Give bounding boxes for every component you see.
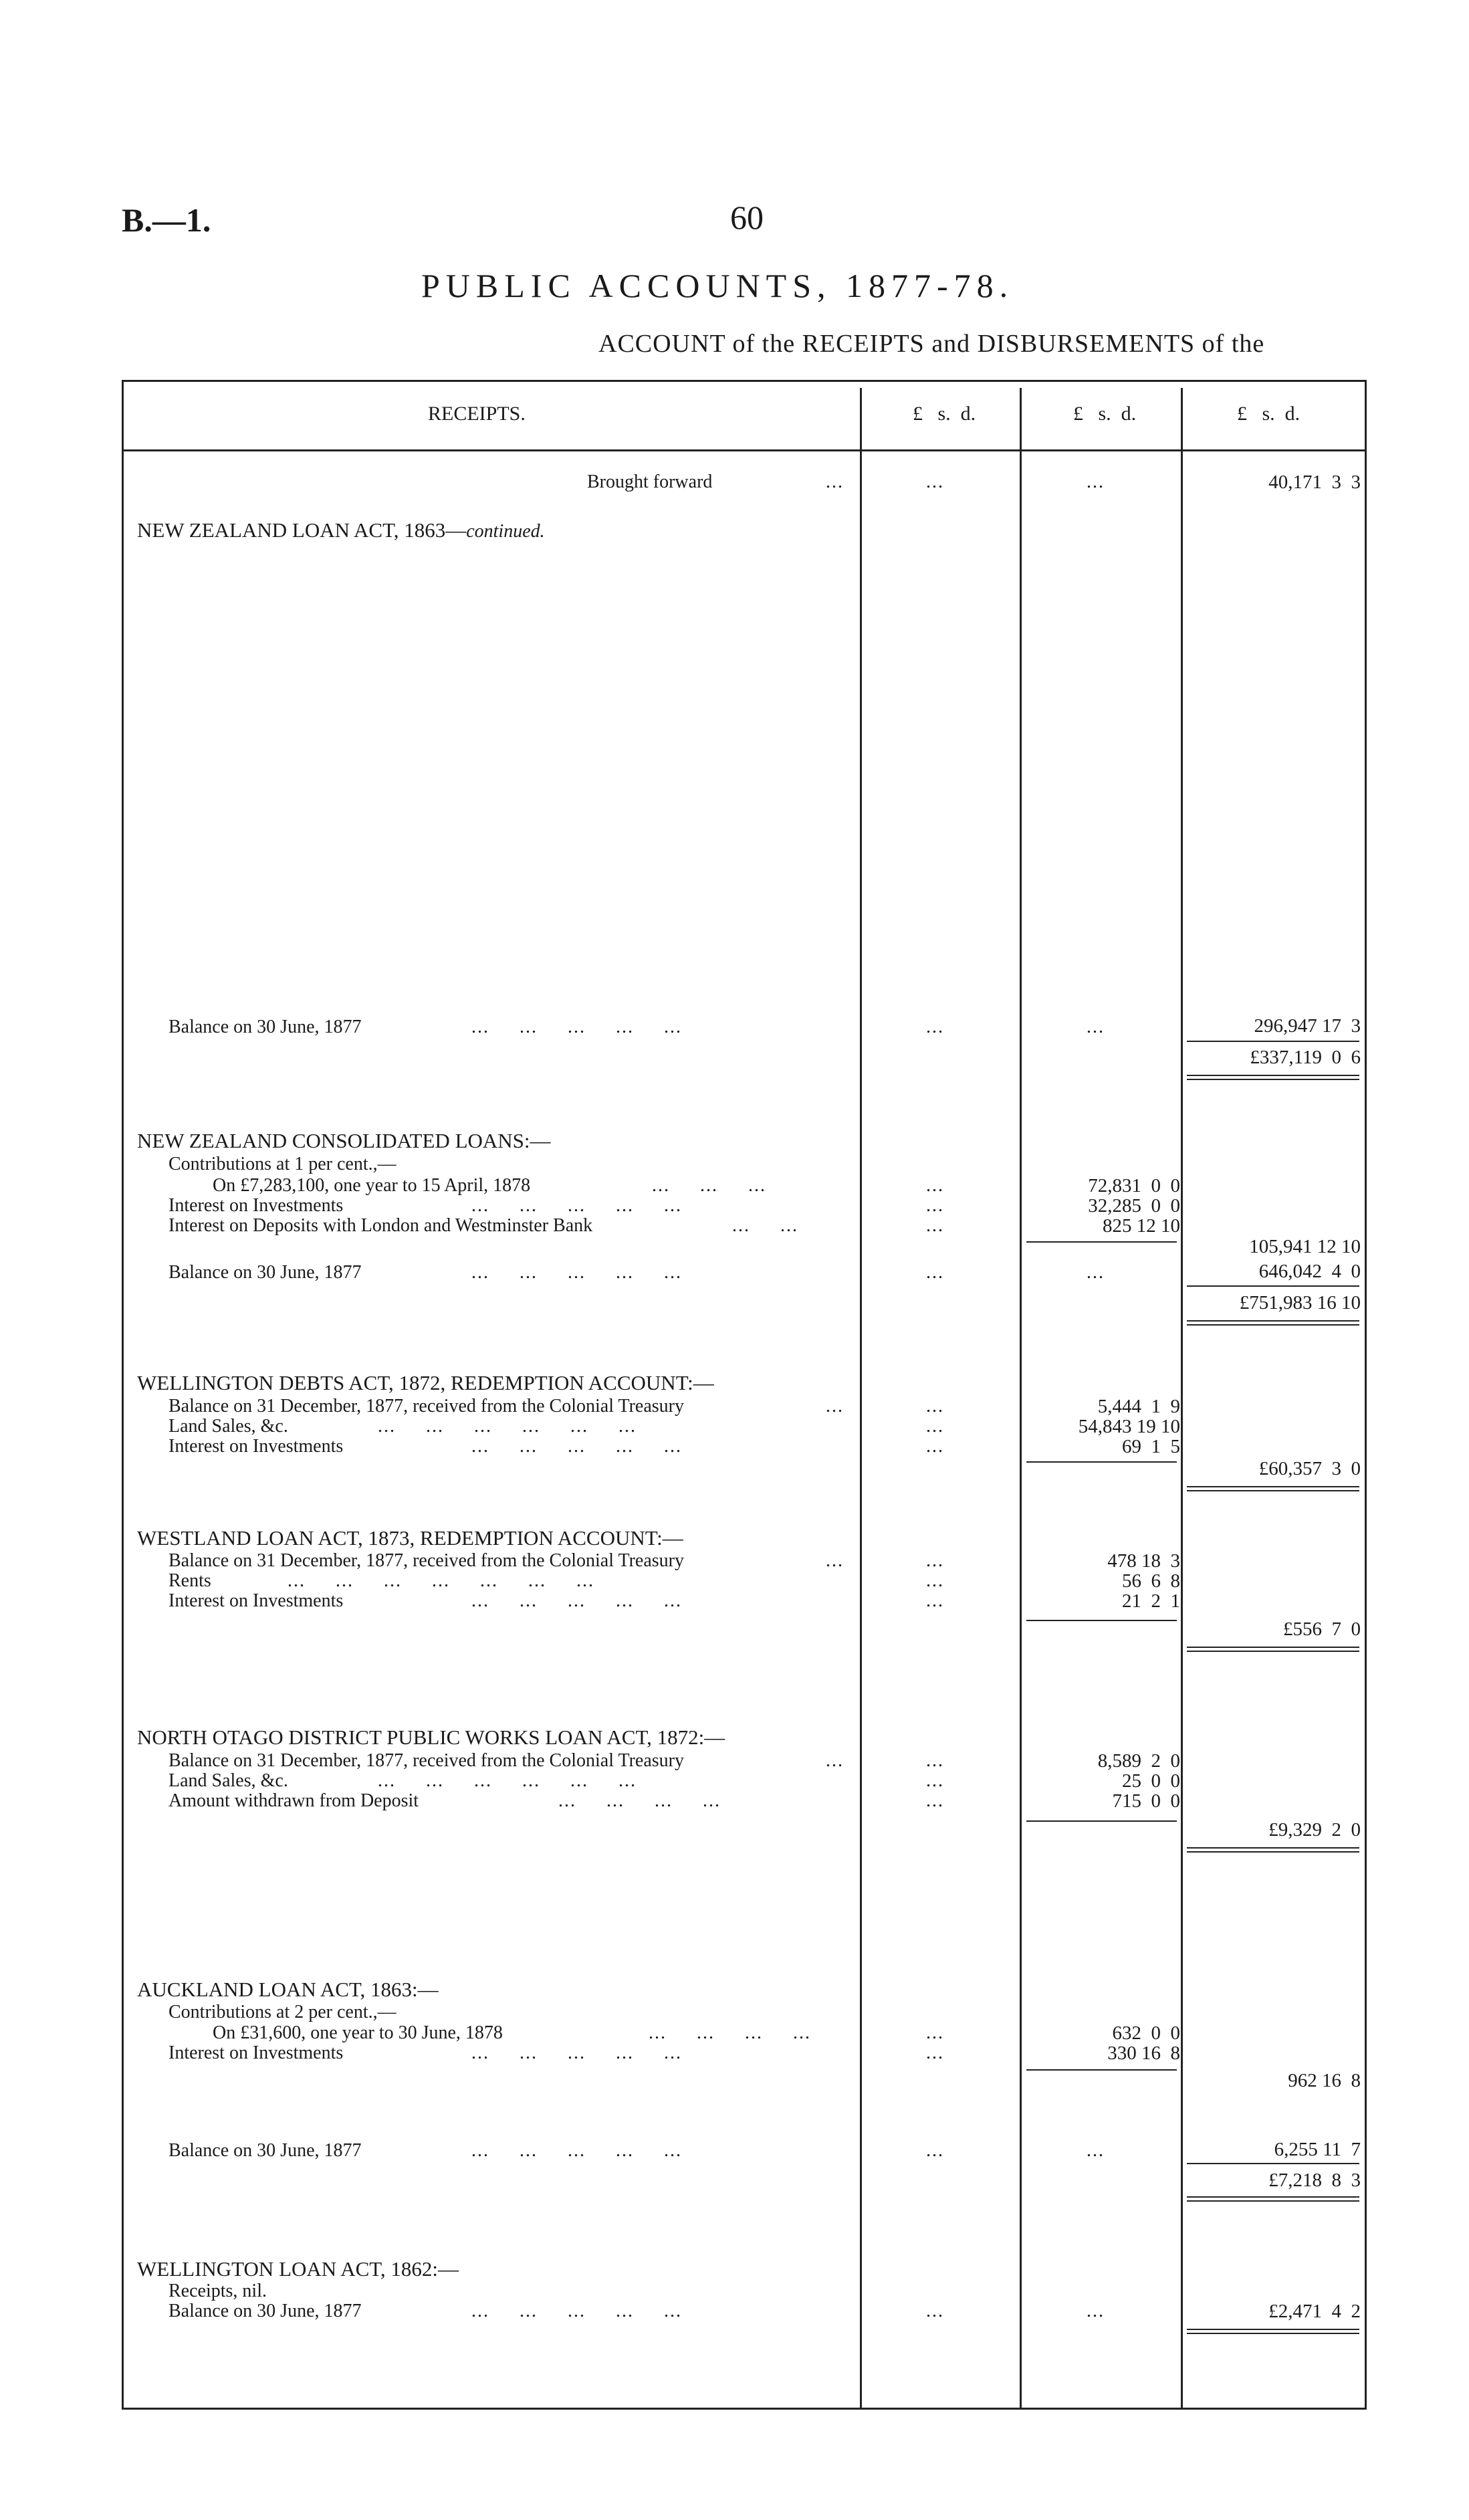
auckland-line3: Interest on Investments (168, 2042, 344, 2063)
auckland-total-rule-2 (1187, 2200, 1359, 2202)
consolidated-balance-col1: ... (926, 1262, 944, 1283)
consolidated-line2-col1: ... (926, 1175, 944, 1196)
wellington-loan-total-rule-2 (1187, 2333, 1359, 2334)
wellington-debts-line3: Interest on Investments (168, 1436, 344, 1457)
westland-line3-col1: ... (926, 1590, 944, 1611)
westland-line2-amount: 56 6 8 (1122, 1570, 1180, 1592)
nz-loan-heading (137, 518, 545, 542)
westland-line2: Rents (168, 1570, 211, 1591)
auckland-line3-dots: ... ... ... ... ... (471, 2042, 682, 2063)
column-divider-2 (1020, 388, 1022, 2410)
header-rule (122, 449, 1367, 451)
col2-header: £ s. d. (1073, 403, 1137, 425)
consolidated-balance-label: Balance on 30 June, 1877 (168, 1262, 362, 1283)
auckland-line1: Contributions at 2 per cent.,— (168, 2002, 397, 2022)
nz-loan-sum-rule (1187, 1041, 1359, 1042)
page-id: B.—1. (122, 201, 211, 239)
table-top-rule (122, 380, 1367, 382)
consolidated-line2: On £7,283,100, one year to 15 April, 1878 (213, 1175, 531, 1196)
consolidated-line2-dots: ... ... ... (652, 1175, 766, 1196)
page-subtitle: ACCOUNT of the RECEIPTS and DISBURSEMENTS of the (598, 330, 1265, 358)
north-otago-line3: Amount withdrawn from Deposit (168, 1790, 419, 1811)
nz-loan-balance: 296,947 17 3 (1254, 1015, 1361, 1037)
westland-heading: WESTLAND LOAN ACT, 1873, REDEMPTION ACCOUNT:— (137, 1526, 683, 1550)
north-otago-line2-amount: 25 0 0 (1122, 1770, 1180, 1792)
auckland-heading: AUCKLAND LOAN ACT, 1863:— (137, 1978, 439, 2001)
north-otago-line2-dots: ... ... ... ... ... ... (378, 1770, 637, 1791)
auckland-sub-rule (1026, 2069, 1177, 2071)
westland-line1-dots: ... (826, 1550, 844, 1571)
nz-loan-heading-text: NEW ZEALAND LOAN ACT, 1863— (137, 518, 467, 542)
wellington-debts-total-rule-2 (1187, 1490, 1359, 1491)
consolidated-total-rule-1 (1187, 1320, 1359, 1322)
westland-line1: Balance on 31 December, 1877, received from the Colonial Treasury (168, 1550, 684, 1571)
auckland-line3-amount: 330 16 8 (1107, 2042, 1180, 2064)
north-otago-line1-col1: ... (926, 1750, 944, 1771)
westland-sub-rule (1026, 1620, 1177, 1621)
wellington-debts-heading: WELLINGTON DEBTS ACT, 1872, REDEMPTION ACCOUNT:— (137, 1371, 714, 1394)
nz-loan-balance-label: Balance on 30 June, 1877 (168, 1017, 362, 1037)
wellington-loan-balance-col1: ... (926, 2301, 944, 2321)
north-otago-sub-rule (1026, 1820, 1177, 1822)
wellington-debts-total: £60,357 3 0 (1258, 1458, 1361, 1479)
wellington-debts-line3-amount: 69 1 5 (1122, 1436, 1180, 1457)
wellington-debts-line2-dots: ... ... ... ... ... ... (378, 1416, 637, 1437)
col3-header: £ s. d. (1237, 403, 1301, 425)
westland-line3-dots: ... ... ... ... ... (471, 1590, 682, 1611)
auckland-total-rule-1 (1187, 2196, 1359, 2198)
consolidated-balance-dots: ... ... ... ... ... (471, 1262, 682, 1283)
page-number: 60 (730, 199, 764, 236)
consolidated-balance: 646,042 4 0 (1258, 1261, 1361, 1282)
nz-loan-total: £337,119 0 6 (1250, 1047, 1361, 1068)
column-divider-1 (860, 388, 862, 2410)
north-otago-total-rule-1 (1187, 1847, 1359, 1849)
brought-forward-total: 40,171 3 3 (1268, 471, 1361, 493)
westland-line3-amount: 21 2 1 (1122, 1590, 1180, 1612)
westland-line1-amount: 478 18 3 (1107, 1550, 1180, 1572)
wellington-debts-line1: Balance on 31 December, 1877, received from the Colonial Treasury (168, 1396, 684, 1416)
westland-line1-col1: ... (926, 1550, 944, 1571)
westland-line2-dots: ... ... ... ... ... ... ... (288, 1570, 594, 1591)
wellington-loan-balance-col2: ... (1087, 2301, 1105, 2321)
westland-total-rule-1 (1187, 1647, 1359, 1648)
wellington-loan-heading: WELLINGTON LOAN ACT, 1862:— (137, 2257, 459, 2281)
wellington-loan-total-rule-1 (1187, 2329, 1359, 2330)
consolidated-line4-dots: ... ... (732, 1215, 798, 1236)
consolidated-line1: Contributions at 1 per cent.,— (168, 1154, 397, 1174)
auckland-balance: 6,255 11 7 (1274, 2139, 1361, 2160)
consolidated-total-rule-2 (1187, 1324, 1359, 1326)
north-otago-heading: NORTH OTAGO DISTRICT PUBLIC WORKS LOAN ACT, 1872:— (137, 1725, 725, 1749)
wellington-loan-balance-label: Balance on 30 June, 1877 (168, 2301, 362, 2321)
auckland-subtotal: 962 16 8 (1288, 2070, 1361, 2091)
wellington-loan-balance-dots: ... ... ... ... ... (471, 2301, 682, 2321)
nz-loan-total-rule-2 (1187, 1079, 1359, 1080)
north-otago-total: £9,329 2 0 (1268, 1819, 1361, 1841)
wellington-debts-line3-dots: ... ... ... ... ... (471, 1436, 682, 1457)
auckland-line2-amount: 632 0 0 (1112, 2022, 1180, 2044)
consolidated-line3: Interest on Investments (168, 1195, 344, 1216)
consolidated-line2-amount: 72,831 0 0 (1088, 1175, 1180, 1196)
wellington-debts-line2-amount: 54,843 19 10 (1078, 1416, 1180, 1437)
north-otago-line3-col1: ... (926, 1790, 944, 1811)
wellington-loan-total: £2,471 4 2 (1268, 2301, 1361, 2322)
nz-loan-heading-continued: continued. (466, 521, 545, 542)
north-otago-line3-amount: 715 0 0 (1112, 1790, 1180, 1812)
auckland-line3-col1: ... (926, 2042, 944, 2063)
auckland-sum-rule (1187, 2163, 1359, 2164)
nz-loan-balance-col2: ... (1087, 1017, 1105, 1037)
consolidated-line4-amount: 825 12 10 (1103, 1215, 1180, 1237)
wellington-debts-line1-dots: ... (826, 1396, 844, 1416)
column-divider-3 (1181, 388, 1183, 2410)
wellington-debts-sub-rule (1026, 1461, 1177, 1463)
consolidated-line4: Interest on Deposits with London and Westminster Bank (168, 1215, 593, 1236)
north-otago-line1: Balance on 31 December, 1877, received from the Colonial Treasury (168, 1750, 684, 1771)
wellington-debts-line3-col1: ... (926, 1436, 944, 1457)
table-right-border (1365, 380, 1367, 2410)
auckland-balance-label: Balance on 30 June, 1877 (168, 2140, 362, 2161)
north-otago-line1-amount: 8,589 2 0 (1097, 1750, 1180, 1772)
wellington-debts-line2-col1: ... (926, 1416, 944, 1437)
nz-loan-balance-col1: ... (926, 1017, 944, 1037)
brought-forward-col2: ... (1087, 471, 1105, 492)
consolidated-total: £751,983 16 10 (1239, 1292, 1361, 1314)
auckland-line2-col1: ... (926, 2022, 944, 2043)
wellington-debts-total-rule-1 (1187, 1486, 1359, 1487)
auckland-total: £7,218 8 3 (1268, 2170, 1361, 2191)
brought-forward-label: Brought forward (587, 471, 713, 492)
westland-total-rule-2 (1187, 1651, 1359, 1652)
westland-line2-col1: ... (926, 1570, 944, 1591)
nz-loan-total-rule-1 (1187, 1075, 1359, 1076)
north-otago-line2-col1: ... (926, 1770, 944, 1791)
consolidated-heading: NEW ZEALAND CONSOLIDATED LOANS:— (137, 1129, 551, 1152)
nz-loan-balance-dots: ... ... ... ... ... (471, 1017, 682, 1037)
consolidated-sub-rule (1026, 1241, 1177, 1243)
north-otago-line3-dots: ... ... ... ... (558, 1790, 721, 1811)
north-otago-line1-dots: ... (826, 1750, 844, 1771)
brought-forward-dots: ... (826, 471, 844, 492)
wellington-debts-line1-col1: ... (926, 1396, 944, 1416)
consolidated-line3-dots: ... ... ... ... ... (471, 1195, 682, 1216)
consolidated-line3-amount: 32,285 0 0 (1088, 1195, 1180, 1217)
table-left-border (122, 380, 124, 2410)
brought-forward-col1: ... (926, 471, 944, 492)
consolidated-balance-col2: ... (1087, 1262, 1105, 1283)
receipts-header: RECEIPTS. (428, 403, 526, 425)
westland-total: £556 7 0 (1283, 1618, 1361, 1640)
wellington-loan-line1: Receipts, nil. (168, 2281, 267, 2301)
consolidated-subtotal: 105,941 12 10 (1249, 1236, 1361, 1257)
north-otago-line2: Land Sales, &c. (168, 1770, 288, 1791)
consolidated-line3-col1: ... (926, 1195, 944, 1216)
north-otago-total-rule-2 (1187, 1851, 1359, 1853)
westland-line3: Interest on Investments (168, 1590, 344, 1611)
auckland-line2-dots: ... ... ... ... (649, 2022, 811, 2043)
wellington-debts-line2: Land Sales, &c. (168, 1416, 288, 1437)
auckland-balance-col1: ... (926, 2140, 944, 2161)
col1-header: £ s. d. (913, 403, 976, 425)
table-bottom-rule (122, 2408, 1367, 2410)
auckland-balance-col2: ... (1087, 2140, 1105, 2161)
consolidated-line4-col1: ... (926, 1215, 944, 1236)
page-title: PUBLIC ACCOUNTS, 1877-78. (421, 267, 1014, 304)
consolidated-sum-rule (1187, 1285, 1359, 1287)
auckland-balance-dots: ... ... ... ... ... (471, 2140, 682, 2161)
auckland-line2: On £31,600, one year to 30 June, 1878 (213, 2022, 503, 2043)
wellington-debts-line1-amount: 5,444 1 9 (1097, 1396, 1180, 1417)
